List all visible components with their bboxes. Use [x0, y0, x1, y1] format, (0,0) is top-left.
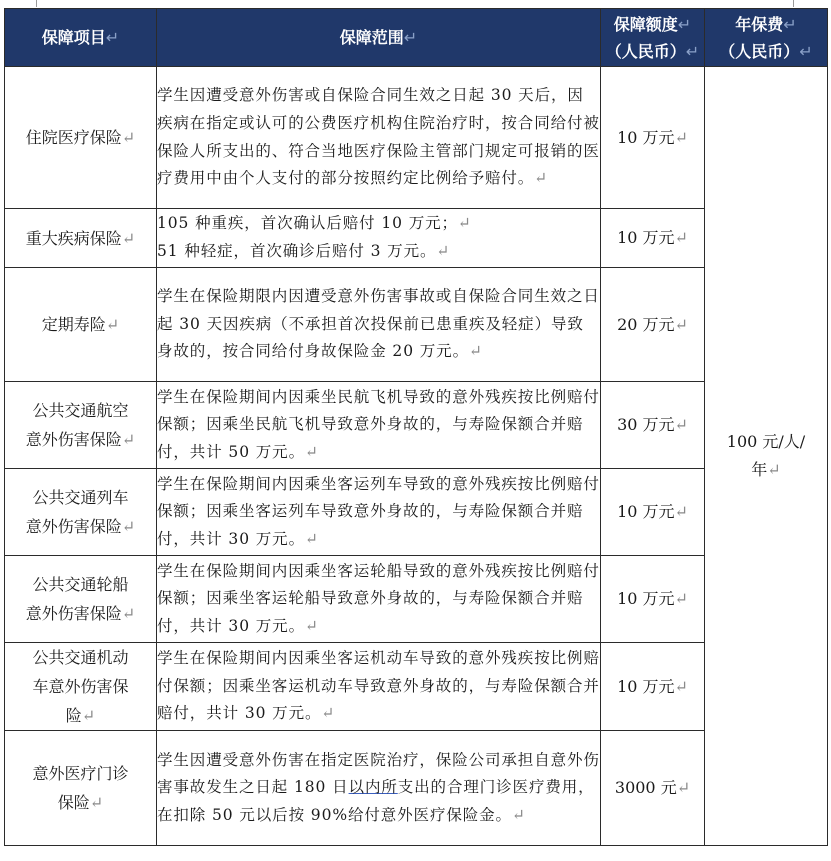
- coverage-scope-cell: 学生在保险期间内因乘坐民航飞机导致的意外残疾按比例赔付保额；因乘坐民航飞机导致意外身故的，与寿险保额合并赔付，共计 50 万元。↵: [157, 382, 601, 469]
- margin-tick-right: [793, 0, 794, 7]
- header-coverage-scope: 保障范围↵: [157, 9, 601, 67]
- page-top-margin: [0, 0, 831, 8]
- coverage-item-cell: 意外医疗门诊 保险↵: [5, 731, 157, 846]
- coverage-item-cell: 重大疾病保险↵: [5, 209, 157, 268]
- coverage-scope-cell: 学生因遭受意外伤害或自保险合同生效之日起 30 天后，因疾病在指定或认可的公费医疗机构住院治疗时，按合同给付被保险人所支出的、符合当地医疗保险主管部门规定可报销的医疗费用中由个人支付的部分按照约定比例给予赔付。↵: [157, 67, 601, 209]
- coverage-scope-cell: 学生在保险期间内因乘坐客运机动车导致的意外残疾按比例赔付保额；因乘坐客运机动车导致意外身故的，与寿险保额合并赔付，共计 30 万元。↵: [157, 643, 601, 731]
- coverage-item-cell: 定期寿险↵: [5, 268, 157, 382]
- table-row: [5, 67, 828, 209]
- coverage-item-cell: 住院医疗保险↵: [5, 67, 157, 209]
- coverage-amount-cell: 10 万元↵: [601, 67, 705, 209]
- coverage-scope-cell: 105 种重疾，首次确认后赔付 10 万元；↵ 51 种轻症，首次确诊后赔付 3 万元。↵: [157, 209, 601, 268]
- table-row: [5, 382, 828, 469]
- margin-tick-left: [36, 0, 37, 7]
- coverage-item-cell: 公共交通列车 意外伤害保险↵: [5, 469, 157, 556]
- coverage-item-cell: 公共交通航空 意外伤害保险↵: [5, 382, 157, 469]
- table-row: [5, 469, 828, 556]
- table-row: [5, 643, 828, 731]
- underlined-text: 以内所: [348, 778, 398, 797]
- coverage-item-cell: 公共交通机动 车意外伤害保 险↵: [5, 643, 157, 731]
- coverage-item-cell: 公共交通轮船 意外伤害保险↵: [5, 556, 157, 643]
- coverage-amount-cell: 30 万元↵: [601, 382, 705, 469]
- table-row: [5, 731, 828, 846]
- coverage-amount-cell: 3000 元↵: [601, 731, 705, 846]
- table-row: [5, 556, 828, 643]
- coverage-amount-cell: 20 万元↵: [601, 268, 705, 382]
- coverage-scope-cell: 学生在保险期间内因乘坐客运列车导致的意外残疾按比例赔付保额；因乘坐客运列车导致意外身故的，与寿险保额合并赔付，共计 30 万元。↵: [157, 469, 601, 556]
- table-row: [5, 209, 828, 268]
- coverage-amount-cell: 10 万元↵: [601, 469, 705, 556]
- coverage-amount-cell: 10 万元↵: [601, 556, 705, 643]
- table-header-row: [5, 9, 828, 67]
- header-coverage-amount: 保障额度↵ （人民币）↵: [601, 9, 705, 67]
- coverage-scope-cell: 学生因遭受意外伤害在指定医院治疗，保险公司承担自意外伤害事故发生之日起 180 日以内所支出的合理门诊医疗费用，在扣除 50 元以后按 90%给付意外医疗保险金。↵: [157, 731, 601, 846]
- annual-premium-cell: 100 元/人/ 年↵: [705, 67, 828, 846]
- header-coverage-item: 保障项目↵: [5, 9, 157, 67]
- coverage-scope-cell: 学生在保险期限内因遭受意外伤害事故或自保险合同生效之日起 30 天因疾病（不承担首次投保前已患重疾及轻症）导致身故的，按合同给付身故保险金 20 万元。↵: [157, 268, 601, 382]
- insurance-coverage-table: [4, 8, 828, 846]
- table-row: [5, 268, 828, 382]
- coverage-amount-cell: 10 万元↵: [601, 209, 705, 268]
- coverage-amount-cell: 10 万元↵: [601, 643, 705, 731]
- coverage-scope-cell: 学生在保险期间内因乘坐客运轮船导致的意外残疾按比例赔付保额；因乘坐客运轮船导致意外身故的，与寿险保额合并赔付，共计 30 万元。↵: [157, 556, 601, 643]
- header-annual-premium: 年保费↵ （人民币）↵: [705, 9, 828, 67]
